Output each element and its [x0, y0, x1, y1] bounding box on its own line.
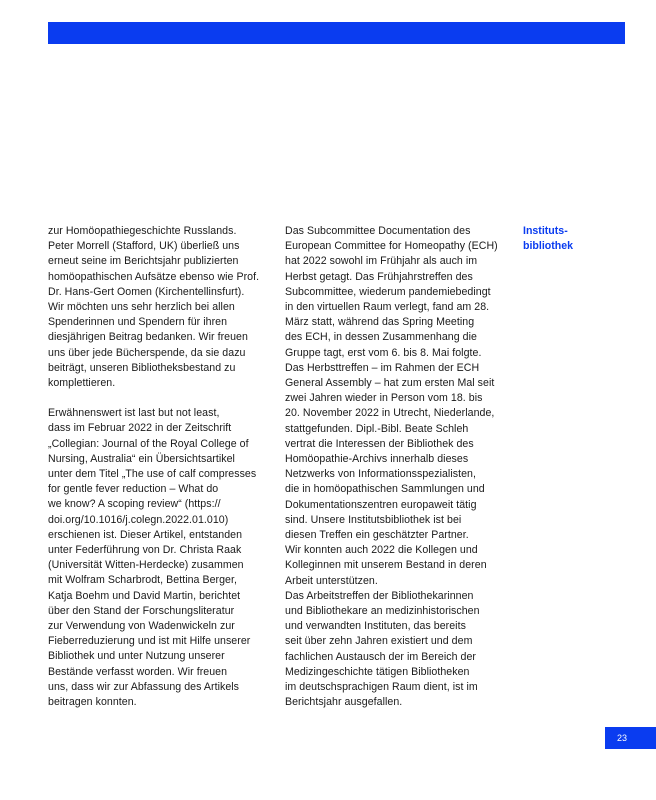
text-line: vertrat die Interessen der Bibliothek des	[285, 437, 474, 450]
text-line: (Universität Witten-Herdecke) zusammen	[48, 559, 244, 572]
text-line: European Committee for Homeopathy (ECH)	[285, 240, 498, 253]
page-number-tab	[605, 727, 656, 749]
text-line: Das Arbeitstreffen der Bibliothekarinnen	[285, 589, 474, 602]
text-column-right	[285, 224, 509, 711]
text-line: seit über zehn Jahren existiert und dem	[285, 635, 473, 648]
text-line: diesen Treffen ein geschätzter Partner.	[285, 529, 469, 542]
text-line: dass im Februar 2022 in der Zeitschrift	[48, 422, 232, 435]
text-line: Subcommittee, wiederum pandemiebedingt	[285, 285, 491, 298]
text-line: des ECH, in dessen Zusammenhang die	[285, 331, 477, 344]
text-line: homöopathischen Aufsätze ebenso wie Prof.	[48, 270, 260, 283]
section-label-institutsbibliothek	[523, 224, 623, 254]
text-line: erschienen ist. Dieser Artikel, entstanden	[48, 528, 243, 541]
text-line: Arbeit unterstützen.	[285, 574, 378, 587]
text-line: über den Stand der Forschungsliteratur	[48, 604, 235, 617]
text-line: sind. Unsere Institutsbibliothek ist bei	[285, 513, 462, 526]
text-line: zwei Jahren wieder in Person vom 18. bis	[285, 392, 483, 405]
text-line: und verwandten Instituten, das bereits	[285, 620, 466, 633]
text-line: Wir konnten auch 2022 die Kollegen und	[285, 544, 478, 557]
text-line: Bestände verfasst worden. Wir freuen	[48, 665, 228, 678]
text-line: for gentle fever reduction – What do	[48, 483, 219, 496]
text-line: Gruppe tagt, erst vom 6. bis 8. Mai folgte.	[285, 346, 482, 359]
text-line: doi.org/10.1016/j.colegn.2022.01.010)	[48, 513, 229, 526]
text-line: Peter Morrell (Stafford, UK) überließ uns	[48, 240, 240, 253]
text-line: Fieberreduzierung und ist mit Hilfe unserer	[48, 635, 251, 648]
section-label-line: Instituts-	[523, 225, 568, 237]
text-line: und Bibliothekare an medizinhistorischen	[285, 605, 480, 618]
text-line: Kolleginnen mit unserem Bestand in deren	[285, 559, 487, 572]
text-line: Dokumentationszentren europaweit tätig	[285, 498, 477, 511]
text-line: Das Subcommittee Documentation des	[285, 225, 471, 237]
text-line: komplettieren.	[48, 377, 116, 390]
page-number: 23	[617, 733, 628, 743]
section-label-line: bibliothek	[523, 240, 574, 253]
text-line: unter Federführung von Dr. Christa Raak	[48, 544, 242, 557]
paragraph-librarians-meeting	[285, 589, 509, 711]
text-line: erneut seine im Berichtsjahr publizierten	[48, 255, 239, 268]
paragraph-ech-subcommittee	[285, 224, 509, 589]
text-line: Wir möchten uns sehr herzlich bei allen	[48, 301, 235, 314]
text-line: beiträgt, unseren Bibliotheksbestand zu	[48, 361, 236, 374]
paragraph-donations	[48, 224, 268, 391]
header-accent-bar	[48, 22, 625, 44]
text-line: Das Herbsttreffen – im Rahmen der ECH	[285, 361, 480, 374]
text-line: fachlichen Austausch der im Bereich der	[285, 650, 476, 663]
text-line: Nursing, Australia“ ein Übersichtsartikel	[48, 452, 235, 465]
text-line: General Assembly – hat zum ersten Mal seit	[285, 377, 495, 390]
text-line: Netzwerks von Informationsspezialisten,	[285, 468, 476, 481]
text-line: beitragen konnten.	[48, 696, 137, 709]
text-line: Berichtsjahr ausgefallen.	[285, 696, 403, 709]
text-line: Homöopathie-Archivs innerhalb dieses	[285, 453, 469, 466]
text-line: Dr. Hans-Gert Oomen (Kirchentellinsfurt).	[48, 285, 245, 298]
text-line: Erwähnenswert ist last but not least,	[48, 407, 220, 420]
text-line: Spenderinnen und Spendern für ihren	[48, 316, 228, 329]
text-line: Medizingeschichte tätigen Bibliotheken	[285, 665, 470, 678]
text-line: diesjährigen Beitrag bedanken. Wir freuen	[48, 331, 248, 344]
text-line: uns, dass wir zur Abfassung des Artikels	[48, 680, 240, 693]
text-line: März statt, während das Spring Meeting	[285, 316, 475, 329]
text-column-left	[48, 224, 268, 710]
text-line: Bibliothek und unter Nutzung unserer	[48, 650, 225, 663]
text-line: mit Wolfram Scharbrodt, Bettina Berger,	[48, 574, 237, 587]
text-line: we know? A scoping review“ (https://	[48, 498, 221, 511]
text-line: in den virtuellen Raum verlegt, fand am 28.	[285, 301, 490, 314]
text-line: die in homöopathischen Sammlungen und	[285, 483, 485, 496]
text-line: stattgefunden. Dipl.-Bibl. Beate Schleh	[285, 422, 469, 435]
text-line: „Collegian: Journal of the Royal College of	[48, 437, 249, 450]
text-line: unter dem Titel „The use of calf compresses	[48, 468, 257, 481]
text-line: uns über jede Bücherspende, da sie dazu	[48, 346, 246, 359]
text-line: zur Verwendung von Wadenwickeln zur	[48, 620, 235, 633]
text-line: 20. November 2022 in Utrecht, Niederlande,	[285, 407, 495, 420]
text-line: im deutschsprachigen Raum dient, ist im	[285, 681, 478, 694]
text-line: zur Homöopathiegeschichte Russlands.	[48, 225, 237, 237]
paragraph-collegian-article	[48, 406, 268, 710]
text-line: hat 2022 sowohl im Frühjahr als auch im	[285, 255, 478, 268]
text-line: Herbst getagt. Das Frühjahrstreffen des	[285, 270, 473, 283]
text-line: Katja Boehm und David Martin, berichtet	[48, 589, 241, 602]
